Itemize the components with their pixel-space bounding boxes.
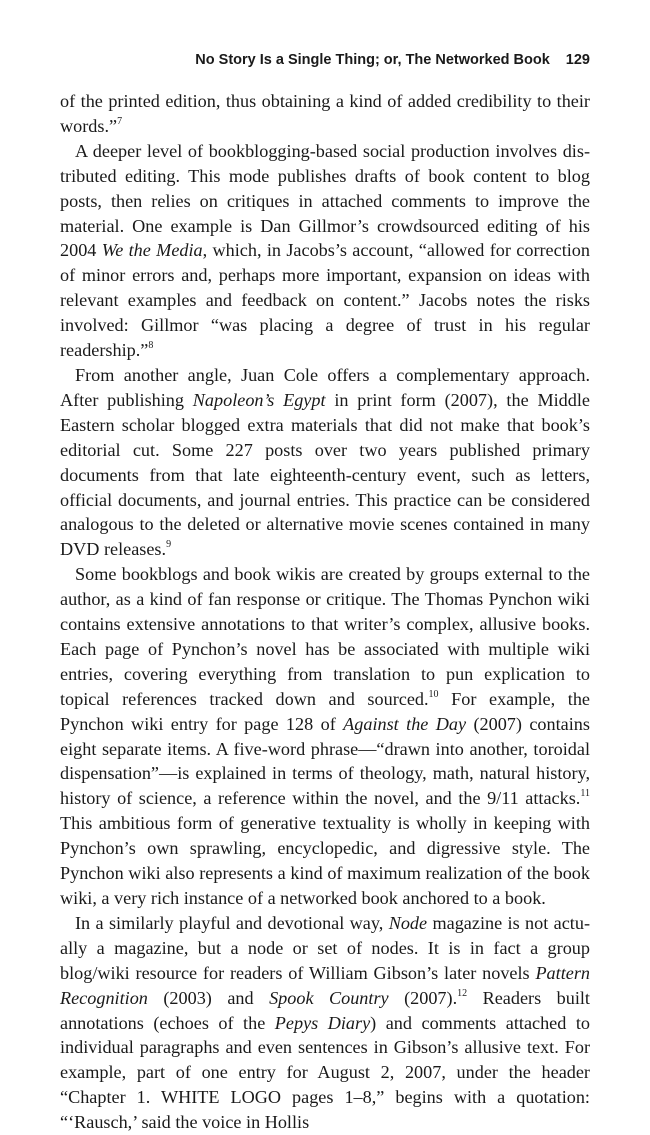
paragraph-1: [60, 89, 590, 139]
text-run: in print form (2007), the Middle Eastern scholar blogged extra materials that did not make that book’s editorial cut. Some 227 posts over two years published primary documents from that late eighteenth-century event, such as letters, official documents, and journal entries. This practice can be considered analogous to the deleted or alternative movie scenes contained in many DVD releases.: [60, 389, 590, 560]
footnote-ref: 12: [457, 987, 468, 999]
page-number: 129: [565, 52, 590, 68]
text-run: (2007).: [388, 987, 458, 1008]
footnote-ref: 7: [117, 115, 123, 127]
book-title: We the Media: [101, 240, 203, 261]
text-run: From another angle, Juan Cole offers a complementary approach. After publishing: [60, 364, 590, 410]
book-title: Napoleon’s Egypt: [192, 389, 326, 410]
text-run: ) and comments attached to individual paragraphs and even sentences in Gibson’s allusive text. For example, part of one entry for August 2, 2007, under the header “Chapter 1. WHITE LOGO pages 1–8,” begins with a quotation: “‘Rausch,’ said the voice in Hollis: [60, 1012, 591, 1133]
text-run: (2003) and: [147, 987, 270, 1008]
text-run: , which, in Jacobs’s account, “allowed for correction of minor errors and, perhaps more important, expansion on ideas with relevant examples and feedback on content.” Jacobs notes the risks involved: Gillmor “was placing a degree of trust in his regular readership.”: [60, 240, 590, 361]
chapter-title: No Story Is a Single Thing; or, The Networked Book: [195, 52, 550, 68]
footnote-ref: 9: [166, 539, 172, 551]
paragraph-5: [60, 911, 590, 1135]
text-run: A deeper level of bookblogging-based social production involves distributed editing. This mode publishes drafts of book content to blog posts, then relies on critiques in attached comments to improve the material. One example is Dan Gillmor’s crowdsourced editing of his 2004: [60, 140, 590, 261]
footnote-ref: 11: [580, 788, 590, 800]
paragraph-3: [60, 363, 590, 562]
footnote-ref: 8: [148, 340, 154, 351]
text-run: In a similarly playful and devotional way,: [75, 912, 389, 933]
body-text: [60, 89, 590, 1135]
book-title: Against the Day: [343, 713, 467, 734]
text-run: magazine is not actually a magazine, but a node or set of nodes. It is in fact a group blog/wiki resource for readers of William Gibson’s later novels: [60, 912, 590, 983]
text-run: Some bookblogs and book wikis are created by groups external to the author, as a kind of fan response or critique. The Thomas Pynchon wiki contains extensive annotations to that writer’s complex, allusive books. Each page of Pynchon’s novel has be associated with multiple wiki entries, covering everything from translation to pun explication to topical references tracked down and sourced.: [60, 564, 590, 709]
book-title: Pattern Recognition: [60, 962, 590, 1008]
running-header: [60, 52, 590, 78]
text-run: This ambitious form of generative textuality is wholly in keeping with Pynchon’s own sprawling, encyclopedic, and digressive style. The Pynchon wiki also represents a kind of maximum realization of the book wiki, a very rich instance of a networked book anchored to a book.: [60, 813, 590, 908]
paragraph-2: [60, 139, 590, 363]
footnote-ref: 10: [428, 688, 439, 700]
book-title: Spook Country: [269, 987, 389, 1008]
text-run: Readers built annotations (echoes of the: [60, 987, 590, 1033]
magazine-title: Node: [388, 912, 428, 933]
book-title: Pepys Diary: [274, 1012, 371, 1033]
paragraph-4: [60, 562, 590, 911]
book-page: [60, 52, 590, 1135]
text-run: For example, the Pynchon wiki entry for page 128 of: [60, 688, 590, 734]
text-run: of the printed edition, thus obtaining a kind of added credibility to their words.”: [60, 91, 590, 136]
text-run: (2007) contains eight separate items. A five-word phrase—“drawn into another, toroidal dispensation”—is explained in terms of theology, math, natural history, history of science, a reference within the novel, and the 9/11 attacks.: [60, 713, 590, 809]
